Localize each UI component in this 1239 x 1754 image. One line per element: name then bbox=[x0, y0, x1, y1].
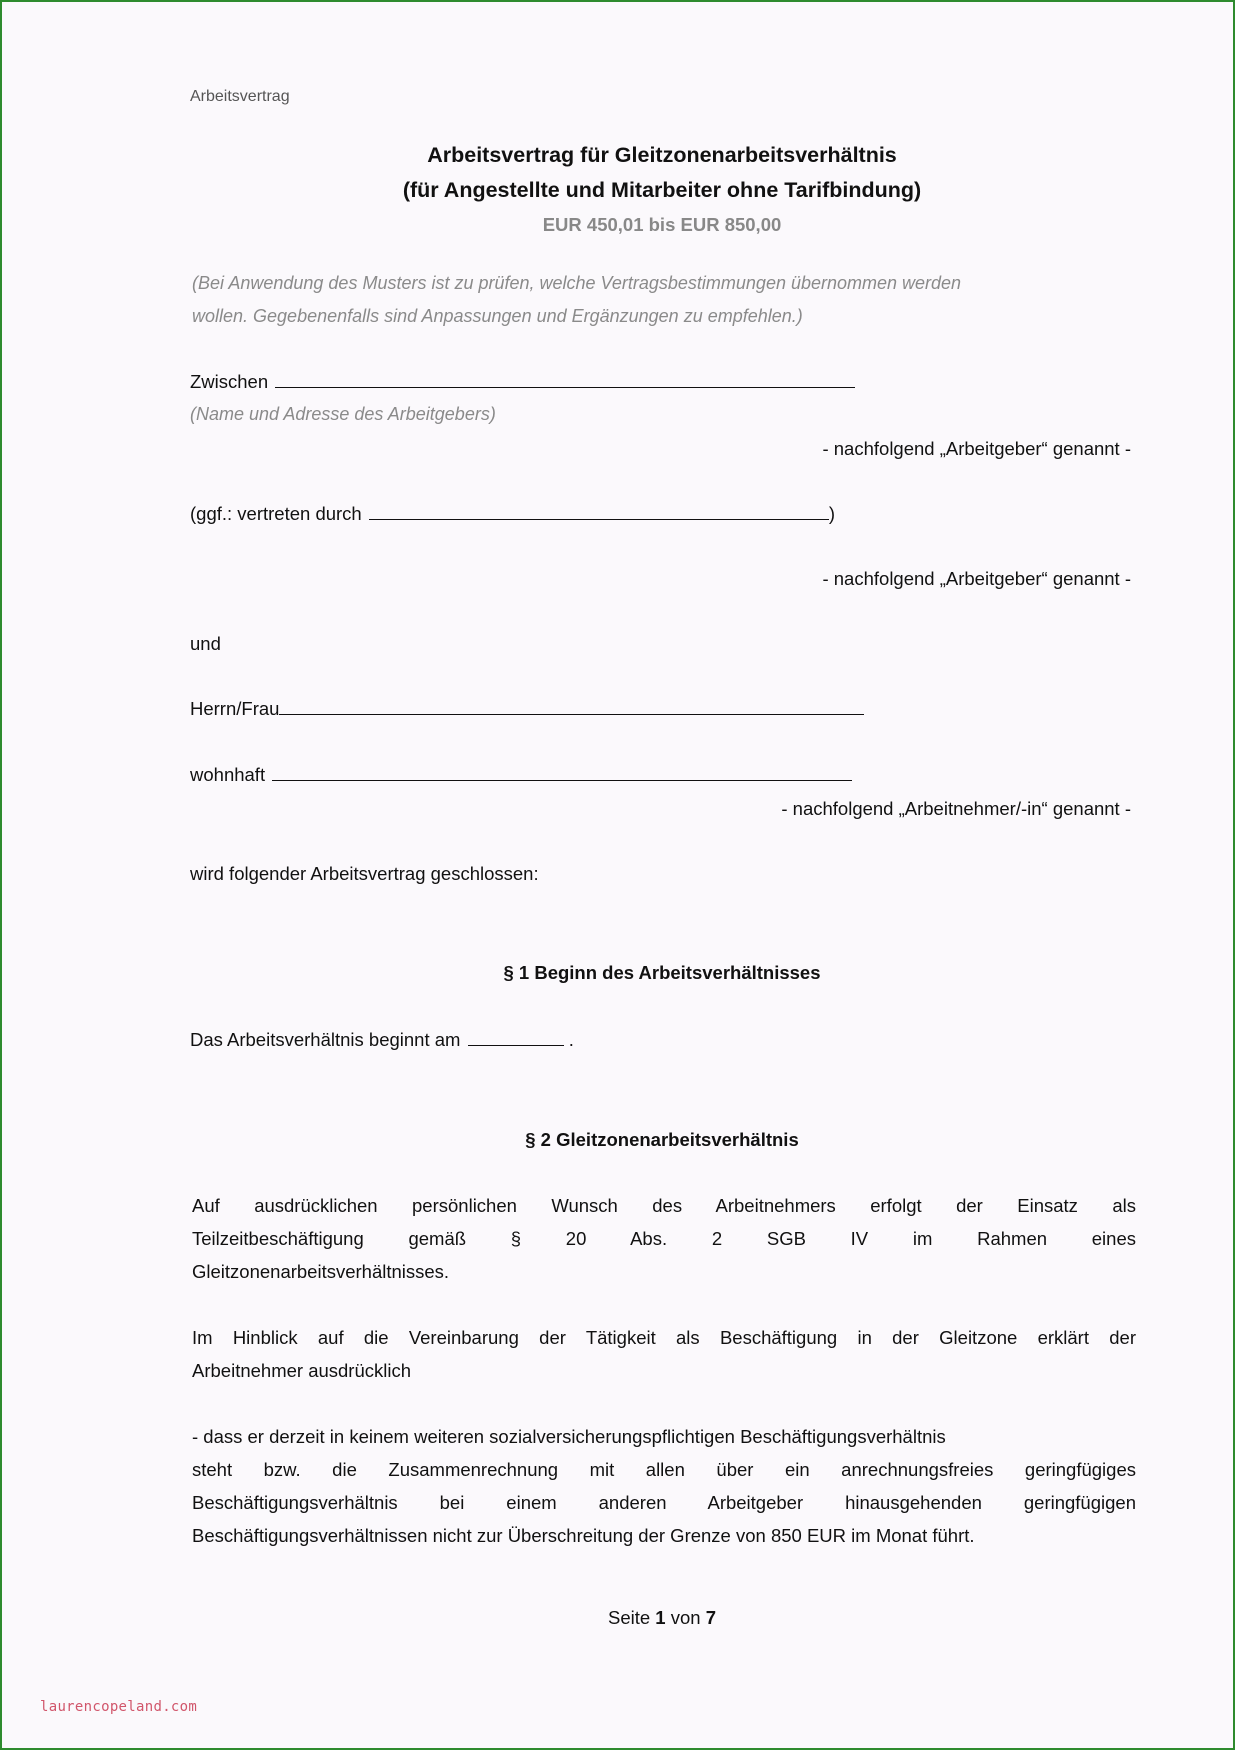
paragraph-line: - dass er derzeit in keinem weiteren sozialversicherungspflichtigen Beschäftigungsverhältnis bbox=[192, 1426, 946, 1447]
start-date-blank[interactable] bbox=[468, 1044, 564, 1046]
represented-row bbox=[190, 503, 835, 525]
zwischen-label: Zwischen bbox=[190, 371, 269, 392]
page-footer bbox=[2, 1607, 1239, 1629]
paragraph-line: steht bzw. die Zusammenrechnung mit allen über ein anrechnungsfreies geringfügiges bbox=[192, 1459, 1136, 1480]
address-blank[interactable] bbox=[272, 779, 852, 781]
wohnhaft-label: wohnhaft bbox=[190, 764, 266, 785]
watermark: laurencopeland.com bbox=[40, 1699, 198, 1715]
represented-suffix: ) bbox=[828, 503, 836, 524]
usage-hint-line2: wollen. Gegebenenfalls sind Anpassungen und Ergänzungen zu empfehlen.) bbox=[192, 306, 803, 326]
und-label: und bbox=[190, 633, 221, 654]
footer-seite: Seite bbox=[607, 1607, 651, 1628]
document-title-line2: (für Angestellte und Mitarbeiter ohne Tarifbindung) bbox=[402, 178, 922, 202]
usage-hint-line1: (Bei Anwendung des Musters ist zu prüfen, welche Vertragsbestimmungen übernommen werden bbox=[192, 273, 962, 293]
document-title-line1: Arbeitsvertrag für Gleitzonenarbeitsverhältnis bbox=[427, 143, 897, 167]
wohnhaft-row bbox=[190, 764, 852, 786]
section2-title: § 2 Gleitzonenarbeitsverhältnis bbox=[525, 1129, 799, 1150]
paragraph-line: Beschäftigungsverhältnissen nicht zur Überschreitung der Grenze von 850 EUR im Monat führt. bbox=[192, 1525, 975, 1546]
document-title-range: EUR 450,01 bis EUR 850,00 bbox=[542, 214, 782, 235]
employer-name-blank[interactable] bbox=[275, 386, 855, 388]
paragraph-line: Teilzeitbeschäftigung gemäß § 20 Abs. 2 SGB IV im Rahmen eines bbox=[192, 1228, 1136, 1249]
section1-text-prefix: Das Arbeitsverhältnis beginnt am bbox=[190, 1029, 461, 1050]
employee-name-blank[interactable] bbox=[279, 713, 864, 715]
section1-title: § 1 Beginn des Arbeitsverhältnisses bbox=[503, 962, 821, 983]
employee-named: - nachfolgend „Arbeitnehmer/-in“ genannt - bbox=[781, 798, 1131, 819]
section1-text bbox=[190, 1029, 574, 1051]
zwischen-row bbox=[190, 371, 855, 393]
employer-named-2: - nachfolgend „Arbeitgeber“ genannt - bbox=[822, 568, 1131, 589]
representative-blank[interactable] bbox=[369, 518, 829, 520]
paragraph-line: Auf ausdrücklichen persönlichen Wunsch des Arbeitnehmers erfolgt der Einsatz als bbox=[192, 1195, 1136, 1216]
section1-text-suffix: . bbox=[568, 1029, 574, 1050]
represented-prefix: (ggf.: vertreten durch bbox=[190, 503, 362, 524]
section2-paragraph3 bbox=[192, 1420, 1136, 1552]
section2-paragraph1 bbox=[192, 1189, 1136, 1288]
employer-named-1: - nachfolgend „Arbeitgeber“ genannt - bbox=[822, 438, 1131, 459]
paragraph-line: Gleitzonenarbeitsverhältnisses. bbox=[192, 1261, 450, 1282]
contract-closed: wird folgender Arbeitsvertrag geschlossen: bbox=[190, 863, 539, 884]
footer-page-number: 1 bbox=[655, 1607, 666, 1628]
footer-page-total: 7 bbox=[705, 1607, 716, 1628]
herr-frau-label: Herrn/Frau bbox=[190, 698, 280, 719]
herr-frau-row bbox=[190, 698, 864, 720]
header-label: Arbeitsvertrag bbox=[190, 88, 290, 105]
employer-caption: (Name und Adresse des Arbeitgebers) bbox=[190, 404, 496, 424]
paragraph-line: Im Hinblick auf die Vereinbarung der Tätigkeit als Beschäftigung in der Gleitzone erklärt der bbox=[192, 1327, 1136, 1348]
paragraph-line: Arbeitnehmer ausdrücklich bbox=[192, 1360, 412, 1381]
paragraph-line: Beschäftigungsverhältnis bei einem anderen Arbeitgeber hinausgehenden geringfügigen bbox=[192, 1492, 1136, 1513]
footer-von: von bbox=[670, 1607, 701, 1628]
section2-paragraph2 bbox=[192, 1321, 1136, 1387]
